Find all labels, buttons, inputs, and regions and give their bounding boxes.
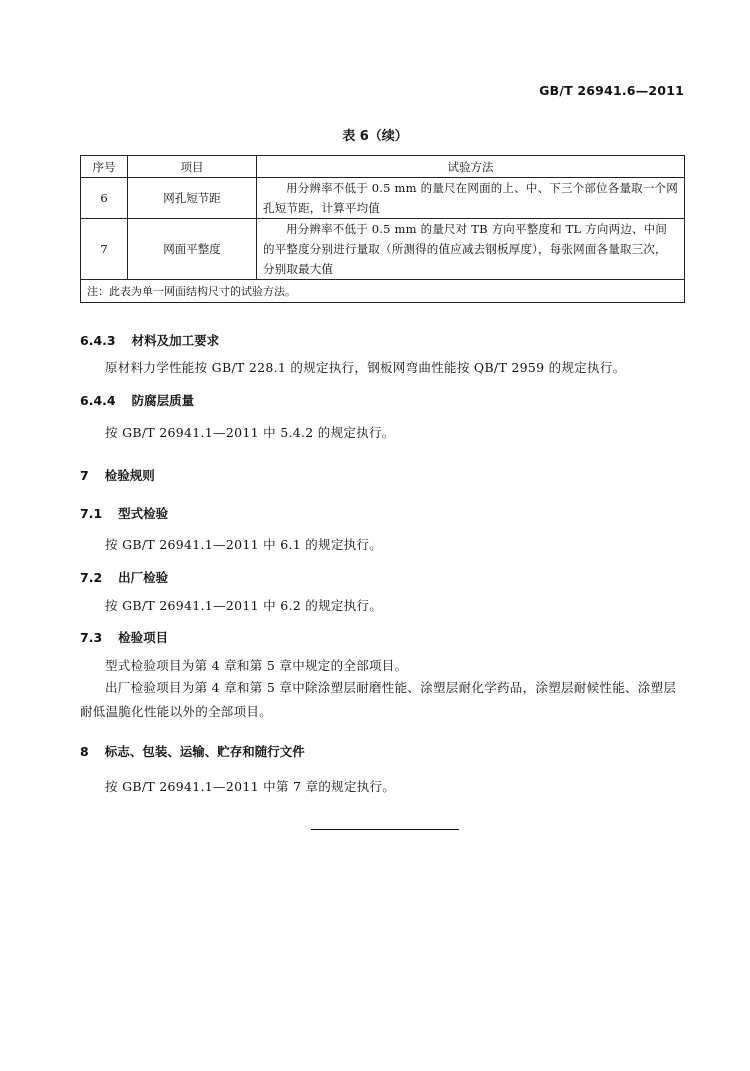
section-heading-7-2 xyxy=(80,568,168,586)
table-note: 注：此表为单一网面结构尺寸的试验方法。 xyxy=(81,280,685,303)
table-note-row xyxy=(81,280,685,303)
paragraph: 出厂检验项目为第 4 章和第 5 章中除涂塑层耐磨性能、涂塑层耐化学药品，涂塑层耐候性能、涂塑层耐低温脆化性能以外的全部项目。 xyxy=(80,680,677,719)
section-title: 防腐层质量 xyxy=(131,393,195,408)
paragraph: 原材料力学性能按 GB/T 228.1 的规定执行，钢板网弯曲性能按 QB/T 2959 的规定执行。 xyxy=(105,360,626,375)
row-item: 网孔短节距 xyxy=(128,178,257,219)
paragraph: 按 GB/T 26941.1—2011 中 6.2 的规定执行。 xyxy=(105,598,383,613)
paragraph: 按 GB/T 26941.1—2011 中 6.1 的规定执行。 xyxy=(105,537,383,552)
column-header-method: 试验方法 xyxy=(257,156,685,178)
section-number: 7.1 xyxy=(80,506,103,521)
standard-code: GB/T 26941.6—2011 xyxy=(539,83,684,98)
section-heading-7 xyxy=(80,466,155,484)
section-number: 7.2 xyxy=(80,570,103,585)
section-title: 检验规则 xyxy=(104,468,155,483)
section-heading-8 xyxy=(80,742,305,760)
section-heading-7-3 xyxy=(80,628,168,646)
table-header-row xyxy=(81,156,685,178)
column-header-no: 序号 xyxy=(81,156,128,178)
row-number: 7 xyxy=(81,219,128,280)
table-row xyxy=(81,219,685,280)
row-item: 网面平整度 xyxy=(128,219,257,280)
section-number: 7 xyxy=(80,468,89,483)
row-method: 用分辨率不低于 0.5 mm 的量尺在网面的上、中、下三个部位各量取一个网孔短节距，计算平均值 xyxy=(257,178,685,219)
section-title: 材料及加工要求 xyxy=(131,333,220,348)
test-method-table xyxy=(80,155,685,303)
section-heading-6-4-4 xyxy=(80,391,194,409)
section-number: 7.3 xyxy=(80,630,103,645)
section-number: 8 xyxy=(80,744,89,759)
row-method: 用分辨率不低于 0.5 mm 的量尺对 TB 方向平整度和 TL 方向两边、中间的平整度分别进行量取（所测得的值应减去钢板厚度），每张网面各量取三次，分别取最大值 xyxy=(257,219,685,280)
section-title: 出厂检验 xyxy=(118,570,169,585)
column-header-item: 项目 xyxy=(128,156,257,178)
section-title: 检验项目 xyxy=(118,630,169,645)
paragraph: 型式检验项目为第 4 章和第 5 章中规定的全部项目。 xyxy=(105,658,408,673)
table-row xyxy=(81,178,685,219)
table-caption: 表 6（续） xyxy=(342,129,408,144)
section-heading-7-1 xyxy=(80,504,168,522)
section-title: 标志、包装、运输、贮存和随行文件 xyxy=(104,744,305,759)
section-number: 6.4.4 xyxy=(80,393,116,408)
section-heading-6-4-3 xyxy=(80,331,219,349)
section-title: 型式检验 xyxy=(118,506,169,521)
section-number: 6.4.3 xyxy=(80,333,116,348)
paragraph: 按 GB/T 26941.1—2011 中第 7 章的规定执行。 xyxy=(105,779,396,794)
paragraph: 按 GB/T 26941.1—2011 中 5.4.2 的规定执行。 xyxy=(105,425,395,440)
end-rule xyxy=(311,829,459,830)
row-number: 6 xyxy=(81,178,128,219)
